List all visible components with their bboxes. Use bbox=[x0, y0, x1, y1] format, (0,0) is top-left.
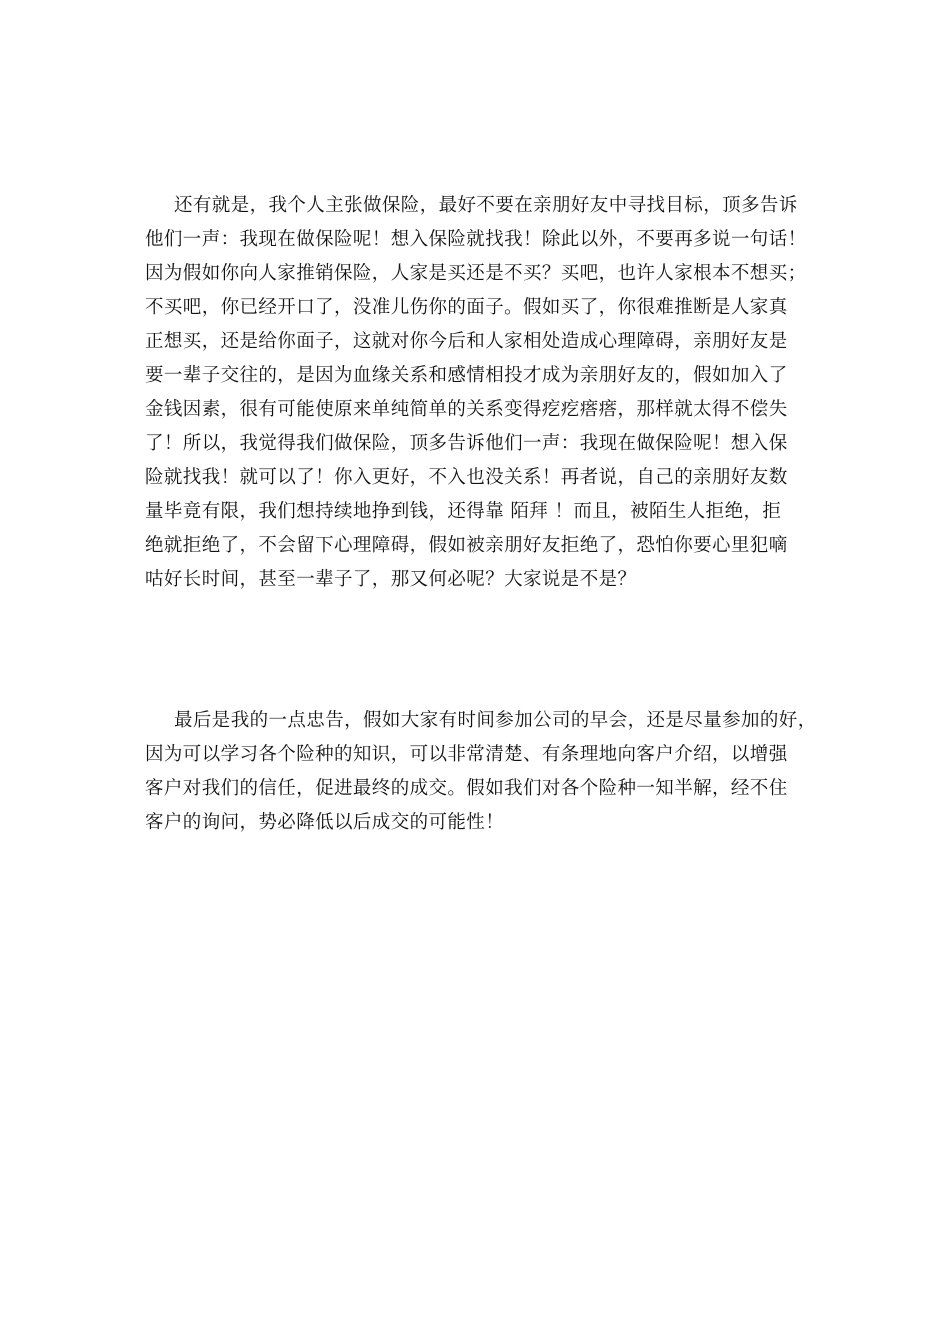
text-line: 客户的询问，势必降低以后成交的可能性！ bbox=[145, 812, 505, 833]
text-line: 量毕竟有限，我们想持续地挣到钱，还得靠 陌拜 ！而且，被陌生人拒绝，拒 bbox=[145, 501, 782, 522]
text-line: 客户对我们的信任，促进最终的成交。假如我们对各个险种一知半解，经不住 bbox=[145, 778, 788, 799]
text-line: 因为可以学习各个险种的知识，可以非常清楚、有条理地向客户介绍，以增强 bbox=[145, 744, 788, 765]
paragraph-1 bbox=[145, 189, 815, 597]
text-line: 金钱因素，很有可能使原来单纯简单的关系变得疙疙瘩瘩，那样就太得不偿失 bbox=[145, 399, 788, 420]
text-line: 要一辈子交往的，是因为血缘关系和感情相投才成为亲朋好友的，假如加入了 bbox=[145, 365, 788, 386]
text-line: 他们一声：我现在做保险呢！想入保险就找我！除此以外，不要再多说一句话！ bbox=[145, 229, 807, 250]
text-line: 最后是我的一点忠告，假如大家有时间参加公司的早会，还是尽量参加的好， bbox=[174, 710, 817, 731]
text-line: 绝就拒绝了，不会留下心理障碍，假如被亲朋好友拒绝了，恐怕你要心里犯嘀 bbox=[145, 535, 788, 556]
text-line: 不买吧，你已经开口了，没准儿伤你的面子。假如买了，你很难推断是人家真 bbox=[145, 297, 788, 318]
text-line: 还有就是，我个人主张做保险，最好不要在亲朋好友中寻找目标，顶多告诉 bbox=[174, 195, 798, 216]
text-line: 咕好长时间，甚至一辈子了，那又何必呢？大家说是不是？ bbox=[145, 569, 637, 590]
text-line: 因为假如你向人家推销保险，人家是买还是不买？买吧，也许人家根本不想买； bbox=[145, 263, 807, 284]
text-line: 了！所以，我觉得我们做保险，顶多告诉他们一声：我现在做保险呢！想入保 bbox=[145, 433, 788, 454]
text-line: 正想买，还是给你面子，这就对你今后和人家相处造成心理障碍，亲朋好友是 bbox=[145, 331, 788, 352]
text-line: 险就找我！就可以了！你入更好，不入也没关系！再者说，自己的亲朋好友数 bbox=[145, 467, 788, 488]
paragraph-2 bbox=[145, 704, 815, 840]
